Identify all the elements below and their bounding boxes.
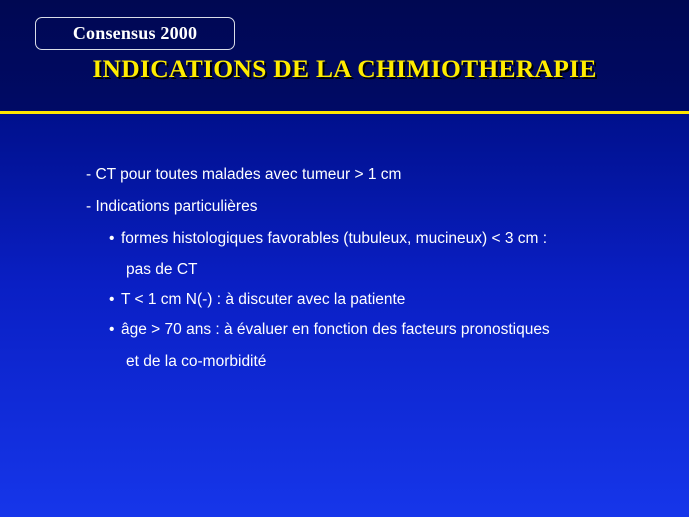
body-line-6: [109, 321, 550, 339]
body-line-3-text: formes histologiques favorables (tubuleux, mucineux) < 3 cm :: [121, 230, 548, 247]
badge-label: Consensus 2000: [72, 23, 198, 43]
bullet-dot: •: [109, 230, 115, 247]
slide-title: INDICATIONS DE LA CHIMIOTHERAPIE: [92, 54, 597, 83]
title-divider: [0, 111, 689, 114]
body-line-7: et de la co-morbidité: [126, 353, 267, 370]
body-line-5-text: T < 1 cm N(-) : à discuter avec la patiente: [121, 291, 406, 308]
body-line-4: pas de CT: [126, 261, 198, 278]
consensus-badge: [35, 17, 235, 50]
body-line-3: [109, 230, 547, 248]
body-line-5: [109, 291, 405, 309]
bullet-dot: •: [109, 291, 115, 308]
body-line-6-text: âge > 70 ans : à évaluer en fonction des facteurs pronostiques: [121, 321, 550, 338]
bullet-dot: •: [109, 321, 115, 338]
body-line-2: - Indications particulières: [86, 198, 258, 215]
body-line-1: - CT pour toutes malades avec tumeur > 1 cm: [86, 166, 402, 183]
